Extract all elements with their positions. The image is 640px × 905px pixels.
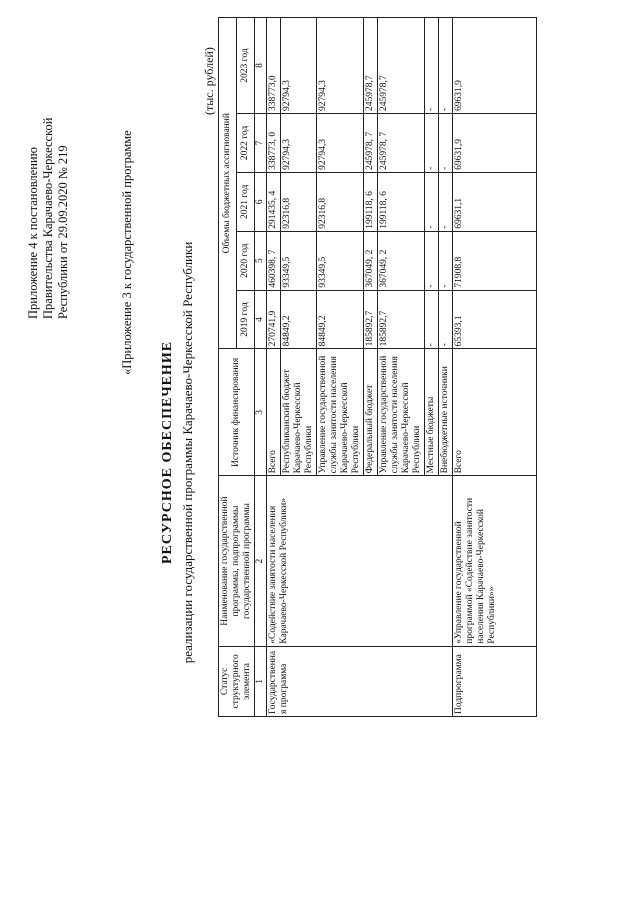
value-cell: - <box>439 114 453 173</box>
source-cell: Всего <box>453 349 537 476</box>
status-cell: Подпрограмма <box>453 646 537 716</box>
table-header-row <box>219 18 237 717</box>
header-year: 2021 год <box>237 172 255 231</box>
value-cell: 185892,7 <box>378 290 425 349</box>
column-number: 1 <box>255 646 267 716</box>
program-name-cell: «Управление государственной программой «Содействие занятости населения Карачаево-Черкесской Республики»» <box>453 476 537 646</box>
value-cell: 84849,2 <box>317 290 364 349</box>
status-cell: Государственна я программа <box>267 646 453 716</box>
value-cell: - <box>439 172 453 231</box>
value-cell: 291435, 4 <box>267 172 281 231</box>
column-number: 2 <box>255 476 267 646</box>
value-cell: 367049, 2 <box>364 231 378 290</box>
value-cell: 245978, 7 <box>364 114 378 173</box>
appendix-line-2: Правительства Карачаево-Черкесской <box>41 117 55 319</box>
source-cell: Управление государственной службы занятости населения Карачаево-Черкесской Республики <box>378 349 425 476</box>
resource-table <box>218 17 537 717</box>
header-year: 2022 год <box>237 114 255 173</box>
source-cell: Федеральный бюджет <box>364 349 378 476</box>
header-status: Статус структурного элемента <box>219 646 255 716</box>
value-cell: 92794,3 <box>317 18 364 114</box>
column-number: 4 <box>255 290 267 349</box>
appendix-line-3: Республики от 29.09.2020 № 219 <box>56 145 70 319</box>
source-cell: Местные бюджеты <box>425 349 439 476</box>
value-cell: 199118, 6 <box>364 172 378 231</box>
value-cell: - <box>425 290 439 349</box>
column-number: 7 <box>255 114 267 173</box>
value-cell: 69631,1 <box>453 172 537 231</box>
header-year: 2023 год <box>237 18 255 114</box>
column-numbers-row <box>255 18 267 717</box>
appendix-note <box>26 19 71 319</box>
value-cell: 245978,7 <box>364 18 378 114</box>
value-cell: 367049, 2 <box>378 231 425 290</box>
header-name: Наименование государственной программы, подпрограммы государственной программы <box>219 476 255 646</box>
source-cell: Внебюджетные источники <box>439 349 453 476</box>
column-number: 5 <box>255 231 267 290</box>
document-title: РЕСУРСНОЕ ОБЕСПЕЧЕНИЕ <box>160 340 175 565</box>
value-cell: 270741,9 <box>267 290 281 349</box>
header-volumes: Объемы бюджетных ассигнований <box>219 18 237 349</box>
value-cell: - <box>425 18 439 114</box>
column-number: 6 <box>255 172 267 231</box>
header-year: 2020 год <box>237 231 255 290</box>
value-cell: 84849,2 <box>281 290 317 349</box>
program-name-cell: «Содействие занятости населения Карачаево-Черкесской Республики» <box>267 476 453 646</box>
value-cell: 92794,3 <box>281 18 317 114</box>
column-number: 3 <box>255 349 267 476</box>
units-label: (тыс. рублей) <box>202 47 216 115</box>
table-row <box>267 18 281 717</box>
value-cell: 71908,8 <box>453 231 537 290</box>
value-cell: 185892,7 <box>364 290 378 349</box>
value-cell: 245978,7 <box>378 18 425 114</box>
value-cell: - <box>439 290 453 349</box>
source-cell: Республиканский бюджет Карачаево-Черкесской Республики <box>281 349 317 476</box>
value-cell: - <box>425 114 439 173</box>
value-cell: - <box>439 231 453 290</box>
document-subtitle: реализации государственной программы Карачаево-Черкесской Республики <box>180 241 195 664</box>
value-cell: 245978, 7 <box>378 114 425 173</box>
column-number: 8 <box>255 18 267 114</box>
value-cell: - <box>439 18 453 114</box>
value-cell: 460398, 7 <box>267 231 281 290</box>
value-cell: 93349,5 <box>317 231 364 290</box>
value-cell: 93349,5 <box>281 231 317 290</box>
appendix-line-1: Приложение 4 к постановлению <box>26 147 40 319</box>
table-row <box>453 18 537 717</box>
value-cell: 69631,9 <box>453 18 537 114</box>
value-cell: 338773,0 <box>267 18 281 114</box>
program-appendix-note: «Приложение 3 к государственной программе <box>120 130 134 375</box>
value-cell: 92794,3 <box>281 114 317 173</box>
value-cell: 92794,3 <box>317 114 364 173</box>
value-cell: 65393,1 <box>453 290 537 349</box>
source-cell: Всего <box>267 349 281 476</box>
value-cell: 92316,8 <box>317 172 364 231</box>
value-cell: - <box>425 231 439 290</box>
source-cell: Управление государственной службы занятости населения Карачаево-Черкесской Республики <box>317 349 364 476</box>
value-cell: 199118, 6 <box>378 172 425 231</box>
value-cell: 69631,9 <box>453 114 537 173</box>
header-source: Источник финансирования <box>219 349 255 476</box>
value-cell: 338773, 0 <box>267 114 281 173</box>
value-cell: 92316,8 <box>281 172 317 231</box>
header-year: 2019 год <box>237 290 255 349</box>
value-cell: - <box>425 172 439 231</box>
